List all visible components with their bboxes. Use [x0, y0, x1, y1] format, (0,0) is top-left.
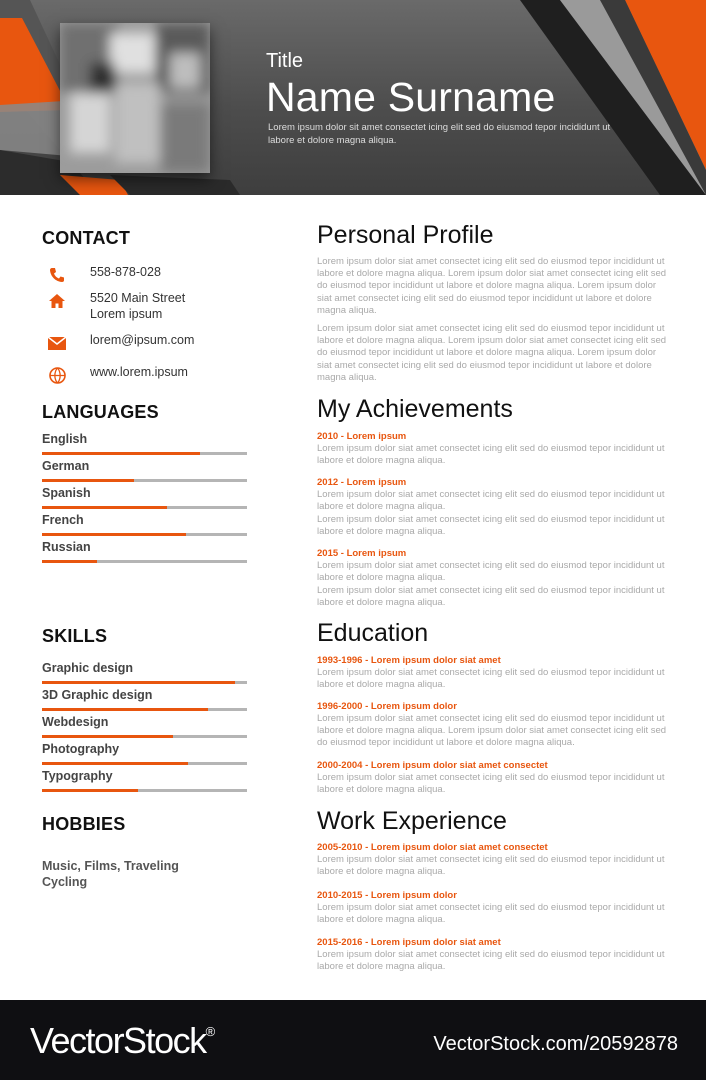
image-reference: VectorStock.com/20592878: [433, 1033, 678, 1055]
skill-bar-fill: [42, 708, 208, 711]
skill-bar: [42, 708, 247, 711]
language-item: [42, 513, 247, 536]
education-text: Lorem ipsum dolor siat amet consectet icing elit sed do eiusmod tepor incididunt ut labore et dolore magna aliqua.: [317, 667, 665, 691]
email-link[interactable]: lorem@ipsum.com: [90, 333, 195, 347]
education-heading-entry: 2000-2004 - Lorem ipsum dolor siat amet consectet: [317, 760, 548, 771]
work-heading: Work Experience: [317, 807, 507, 835]
registered-mark: ®: [205, 1024, 216, 1039]
achievement-text: Lorem ipsum dolor siat amet consectet icing elit sed do eiusmod tepor incididunt ut labore et dolore magna aliqua.: [317, 443, 665, 467]
work-text: Lorem ipsum dolor siat amet consectet icing elit sed do eiusmod tepor incididunt ut labore et dolore magna aliqua.: [317, 949, 665, 973]
skill-bar-fill: [42, 735, 173, 738]
work-entry-heading: 2015-2016 - Lorem ipsum dolor siat amet: [317, 937, 501, 948]
skill-label: Graphic design: [42, 661, 133, 675]
education-text: Lorem ipsum dolor siat amet consectet icing elit sed do eiusmod tepor incididunt ut labore et dolore magna aliqua.: [317, 772, 665, 796]
brand-name: VectorStock: [30, 1020, 206, 1061]
website-link[interactable]: www.lorem.ipsum: [90, 365, 188, 379]
profile-paragraph: Lorem ipsum dolor siat amet consectet icing elit sed do eiusmod tepor incididunt ut labore et dolore magna aliqua. Lorem ipsum dolor siat amet consectet icing elit sed do eiusmod tepor incididunt ut labore et dolore magna aliqua. Lorem ipsum dolor siat amet consectet icing elit sed do eiusmod tepor incididunt ut labore et dolore magna aliqua.: [317, 323, 667, 383]
hobbies-line: Cycling: [42, 875, 88, 889]
hobbies-line: Music, Films, Traveling: [42, 859, 179, 873]
work-entry-heading: 2010-2015 - Lorem ipsum dolor: [317, 890, 457, 901]
skill-label: 3D Graphic design: [42, 688, 153, 702]
skill-bar-fill: [42, 681, 235, 684]
achievement-text: Lorem ipsum dolor siat amet consectet icing elit sed do eiusmod tepor incididunt ut labore et dolore magna aliqua.: [317, 514, 665, 538]
contact-heading: CONTACT: [42, 228, 131, 248]
language-bar: [42, 452, 247, 455]
address-line-1: 5520 Main Street: [90, 291, 186, 305]
profile-paragraph: Lorem ipsum dolor siat amet consectet icing elit sed do eiusmod tepor incididunt ut labore et dolore magna aliqua. Lorem ipsum dolor siat amet consectet icing elit sed do eiusmod tepor incididunt ut labore et dolore magna aliqua. Lorem ipsum dolor siat amet consectet icing elit sed do eiusmod tepor incididunt ut labore et dolore magna aliqua.: [317, 256, 667, 316]
language-bar-fill: [42, 479, 134, 482]
language-bar: [42, 560, 247, 563]
header-description: Lorem ipsum dolor sit amet consectet icing elit sed do eiusmod tepor incididunt ut labore et dolore magna aliqua.: [268, 122, 611, 146]
address: [90, 290, 185, 322]
language-item: [42, 540, 247, 563]
brand-logo: [30, 1020, 215, 1062]
work-text: Lorem ipsum dolor siat amet consectet icing elit sed do eiusmod tepor incididunt ut labore et dolore magna aliqua.: [317, 902, 665, 926]
achievement-text: Lorem ipsum dolor siat amet consectet icing elit sed do eiusmod tepor incididunt ut labore et dolore magna aliqua.: [317, 585, 665, 609]
work-text: Lorem ipsum dolor siat amet consectet icing elit sed do eiusmod tepor incididunt ut labore et dolore magna aliqua.: [317, 854, 665, 878]
language-bar-fill: [42, 533, 186, 536]
hobbies-heading: HOBBIES: [42, 814, 126, 834]
contact-website: [46, 364, 188, 386]
language-bar: [42, 506, 247, 509]
languages-heading: LANGUAGES: [42, 402, 159, 422]
phone-icon: [46, 264, 68, 286]
language-bar-fill: [42, 560, 97, 563]
language-item: [42, 432, 247, 455]
resume-header: [0, 0, 706, 195]
work-entry-heading: 2005-2010 - Lorem ipsum dolor siat amet consectet: [317, 842, 548, 853]
watermark-footer: [0, 1000, 706, 1080]
skill-item: [42, 661, 247, 684]
profile-photo: [60, 23, 210, 173]
skill-label: Webdesign: [42, 715, 109, 729]
achievement-text: Lorem ipsum dolor siat amet consectet icing elit sed do eiusmod tepor incididunt ut labore et dolore magna aliqua.: [317, 560, 665, 584]
job-title: Title: [266, 50, 304, 72]
language-label: German: [42, 459, 90, 473]
education-heading-entry: 1996-2000 - Lorem ipsum dolor: [317, 701, 457, 712]
address-line-2: Lorem ipsum: [90, 307, 163, 321]
skill-bar: [42, 762, 247, 765]
profile-heading: Personal Profile: [317, 221, 494, 249]
contact-phone: [46, 264, 161, 286]
skills-heading: SKILLS: [42, 626, 108, 646]
language-bar-fill: [42, 506, 167, 509]
skill-item: [42, 688, 247, 711]
home-icon: [46, 290, 68, 312]
achievements-heading: My Achievements: [317, 395, 513, 423]
skill-label: Typography: [42, 769, 113, 783]
achievement-text: Lorem ipsum dolor siat amet consectet icing elit sed do eiusmod tepor incididunt ut labore et dolore magna aliqua.: [317, 489, 665, 513]
language-bar: [42, 479, 247, 482]
achievement-heading: 2015 - Lorem ipsum: [317, 548, 407, 559]
full-name: Name Surname: [266, 74, 556, 120]
skill-bar-fill: [42, 762, 188, 765]
language-label: Spanish: [42, 486, 91, 500]
skill-item: [42, 769, 247, 792]
achievement-heading: 2010 - Lorem ipsum: [317, 431, 407, 442]
achievement-heading: 2012 - Lorem ipsum: [317, 477, 407, 488]
language-bar-fill: [42, 452, 200, 455]
language-bar: [42, 533, 247, 536]
hobbies-list: [42, 858, 179, 890]
skill-bar: [42, 789, 247, 792]
skill-bar: [42, 681, 247, 684]
language-label: English: [42, 432, 88, 446]
skill-bar: [42, 735, 247, 738]
globe-icon: [46, 364, 68, 386]
phone-number: 558-878-028: [90, 265, 161, 279]
language-label: French: [42, 513, 84, 527]
education-heading: Education: [317, 619, 429, 647]
language-item: [42, 486, 247, 509]
envelope-icon: [46, 332, 68, 354]
contact-address: [46, 290, 185, 322]
language-item: [42, 459, 247, 482]
skill-item: [42, 715, 247, 738]
skill-bar-fill: [42, 789, 138, 792]
skill-label: Photography: [42, 742, 120, 756]
education-heading-entry: 1993-1996 - Lorem ipsum dolor siat amet: [317, 655, 501, 666]
education-text: Lorem ipsum dolor siat amet consectet icing elit sed do eiusmod tepor incididunt ut labore et dolore magna aliqua. Lorem ipsum dolor siat amet consectet icing elit sed do eiusmod tepor incididunt ut labore et dolore magna aliqua.: [317, 713, 667, 749]
language-label: Russian: [42, 540, 91, 554]
skill-item: [42, 742, 247, 765]
contact-email: [46, 332, 194, 354]
